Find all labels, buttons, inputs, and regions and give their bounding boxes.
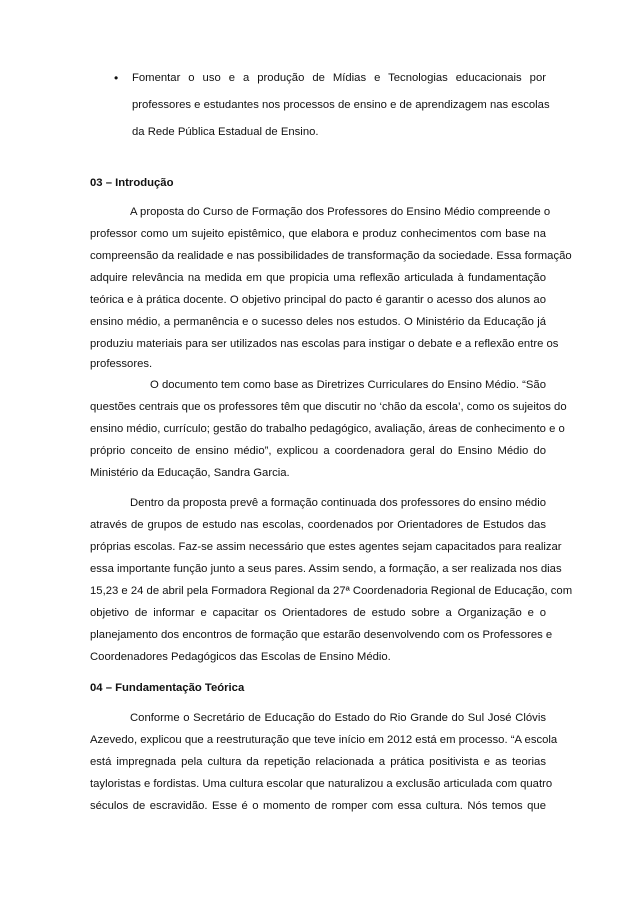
paragraph-line: objetivo de informar e capacitar os Orientadores de estudo sobre a Organização e o <box>90 607 546 619</box>
bullet-line: Fomentar o uso e a produção de Mídias e Tecnologias educacionais por <box>132 72 546 84</box>
paragraph-line: próprias escolas. Faz-se assim necessário que estes agentes sejam capacitados para realizar <box>90 541 562 553</box>
paragraph-line: professor como um sujeito epistêmico, que elabora e produz conhecimentos com base na <box>90 228 546 240</box>
bullet-line: professores e estudantes nos processos de ensino e de aprendizagem nas escolas <box>132 99 550 111</box>
paragraph-line: produziu materiais para ser utilizados nas escolas para instigar o debate e a reflexão entre os <box>90 338 559 350</box>
paragraph-line: próprio conceito de ensino médio”, explicou a coordenadora geral do Ensino Médio do <box>90 445 546 457</box>
paragraph-line: questões centrais que os professores têm que discutir no ‘chão da escola’, como os sujeitos do <box>90 401 567 413</box>
paragraph-line: A proposta do Curso de Formação dos Professores do Ensino Médio compreende o <box>130 206 551 218</box>
paragraph-line: adquire relevância na medida em que propicia uma reflexão articulada à fundamentação <box>90 272 546 284</box>
paragraph-line: compreensão da realidade e nas possibilidades de transformação da sociedade. Essa formação <box>90 250 572 262</box>
paragraph-line: ensino médio, currículo; gestão do trabalho pedagógico, avaliação, áreas de conhecimento e o <box>90 423 565 435</box>
paragraph-line: Conforme o Secretário de Educação do Estado do Rio Grande do Sul José Clóvis <box>130 712 546 724</box>
section-heading-introducao: 03 – Introdução <box>90 177 174 189</box>
paragraph-line: está impregnada pela cultura da repetição relacionada a prática positivista e as teorias <box>90 756 546 768</box>
paragraph-line: Ministério da Educação, Sandra Garcia. <box>90 467 290 479</box>
paragraph-line: teórica e à prática docente. O objetivo principal do pacto é garantir o acesso dos alunos ao <box>90 294 546 306</box>
paragraph-line: Azevedo, explicou que a reestruturação que teve início em 2012 está em processo. “A escola <box>90 734 558 746</box>
paragraph-line: essa importante função junto a seus pares. Assim sendo, a formação, a ser realizada nos dias <box>90 563 562 575</box>
section-heading-fundamentacao: 04 – Fundamentação Teórica <box>90 682 245 694</box>
paragraph-line: através de grupos de estudo nas escolas, coordenados por Orientadores de Estudos das <box>90 519 546 531</box>
paragraph-line: professores. <box>90 358 153 370</box>
paragraph-line: Dentro da proposta prevê a formação continuada dos professores do ensino médio <box>130 497 546 509</box>
paragraph-line: tayloristas e fordistas. Uma cultura escolar que naturalizou a exclusão articulada com quatro <box>90 778 553 790</box>
paragraph-line: ensino médio, a permanência e o sucesso deles nos estudos. O Ministério da Educação já <box>90 316 546 328</box>
paragraph-line: 15,23 e 24 de abril pela Formadora Regional da 27ª Coordenadoria Regional de Educação, com <box>90 585 573 597</box>
paragraph-line: séculos de escravidão. Esse é o momento de romper com essa cultura. Nós temos que <box>90 800 546 812</box>
bullet-marker: • <box>114 71 119 85</box>
paragraph-line: O documento tem como base as Diretrizes Curriculares do Ensino Médio. “São <box>150 379 546 391</box>
bullet-line: da Rede Pública Estadual de Ensino. <box>132 126 319 138</box>
paragraph-line: planejamento dos encontros de formação que estarão desenvolvendo com os Professores e <box>90 629 553 641</box>
paragraph-line: Coordenadores Pedagógicos das Escolas de Ensino Médio. <box>90 651 391 663</box>
